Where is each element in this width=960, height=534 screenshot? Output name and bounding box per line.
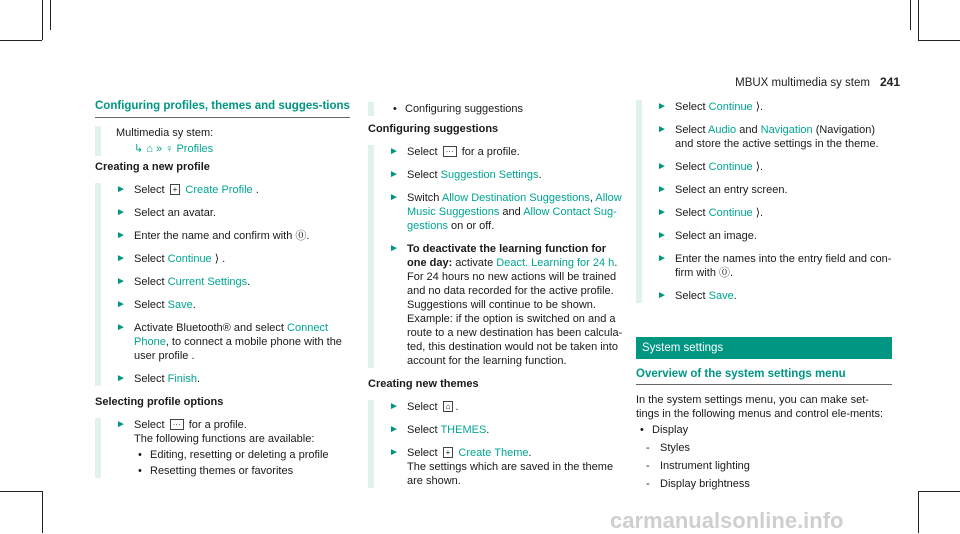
step: ► Select THEMES. [389,424,490,436]
allow-contact-link[interactable]: Allow Contact Sug-gestions [407,206,617,232]
more-icon: ··· [170,419,184,430]
create-theme-link[interactable]: Create Theme [458,447,529,459]
crop-mark [918,40,960,41]
deact-learning-link[interactable]: Deact. Learning for 24 h [496,257,615,269]
arrow-icon: ► [116,230,126,241]
step: ► Select + Create Profile . [116,184,259,196]
system-label: Multimedia sy stem: [116,127,214,139]
section-title: Conﬁguring profiles, themes and sugges-tions [95,100,350,118]
arrow-icon: ► [657,184,667,195]
steps [636,100,892,303]
arrow-icon: ► [116,373,126,384]
section-banner: System settings [636,337,892,359]
page-number: 241 [879,75,900,89]
arrow-icon: ► [657,290,667,301]
current-settings-link[interactable]: Current Settings [167,276,248,288]
step: ► Select ··· for a profile. [389,146,520,158]
chevron-right-icon: ⟩ [755,207,761,219]
step: ► To deactivate the learning function for one day: activate Deact. Learning for 24 h. For 24 hours no new actions will be trained and no data recorded for the active profile. Suggestions will continue to be shown. Example: if the option is switched on and a route to a new destination has been calcula-ted, this destination would not be taken into account for the learning function. [389,243,623,367]
continue-link[interactable]: Continue [708,101,753,113]
finish-link[interactable]: Finish [167,373,197,385]
crop-mark [50,0,51,30]
step: ► Select Continue ⟩. [657,101,764,113]
arrow-icon: ► [389,146,399,157]
chevron-right-icon: ⟩ [755,101,761,113]
subheading: Creating a new profile [95,161,210,173]
step: ► Select Current Settings. [116,276,251,288]
step: ► Select an image. [657,230,757,242]
steps [95,183,350,386]
steps [368,145,623,368]
steps [95,418,350,478]
step: ► Enter the names into the entry field and con-firm with ⓪. [657,253,892,279]
menu-path: ↳ ⌂ » ♀ Profiles [134,143,214,155]
audio-link[interactable]: Audio [708,124,737,136]
arrow-icon: ► [116,207,126,218]
arrow-icon: ► [389,424,399,435]
step: ► Select an avatar. [116,207,216,219]
step: ► Select Finish. [116,373,201,385]
arrow-icon: ► [116,184,126,195]
crop-mark [910,0,911,30]
arrow-icon: ► [657,124,667,135]
arrow-icon: ► [389,401,399,412]
page-header [730,75,900,89]
arrow-icon: ► [389,169,399,180]
chevron-right-icon: ⟩ [214,253,220,265]
list-item: • Resetting themes or favorites [138,464,350,478]
arrow-icon: ► [116,322,126,333]
plus-icon: + [170,184,181,195]
save-link[interactable]: Save [708,290,734,302]
plus-icon: + [443,447,454,458]
create-profile-link[interactable]: Create Profile [185,184,253,196]
chevron-right-icon: ⟩ [755,161,761,173]
subheading: Creating new themes [368,378,479,390]
continue-link[interactable]: Continue [708,161,753,173]
column-left [95,100,350,487]
crop-mark [42,0,43,40]
column-middle [368,100,623,497]
continue-link[interactable]: Continue [167,253,212,265]
save-link[interactable]: Save [167,299,193,311]
arrow-icon: ► [657,253,667,264]
sub-list-item: - Instrument lighting [646,459,892,473]
continue-link[interactable]: Continue [708,207,753,219]
step: ► Select ··· for a profile. The following functions are available: • Editing, resetting or deleting a profile • Resetting themes or favorites [116,418,350,478]
arrow-icon: ► [657,230,667,241]
crop-mark [918,0,919,40]
crop-mark [918,491,960,492]
sub-list-item: - Styles [646,441,892,455]
arrow-icon: ► [389,447,399,458]
crop-mark [918,491,919,533]
content-bar [368,102,623,116]
step: ► Select an entry screen. [657,184,788,196]
allow-destination-link[interactable]: Allow Destination Suggestions [441,192,590,204]
step: ► Select Continue ⟩. [657,161,764,173]
content-bar [95,126,350,156]
arrow-icon: ► [657,101,667,112]
suggestion-settings-link[interactable]: Suggestion Settings [440,169,539,181]
overview-title: Overview of the system settings menu [636,367,892,385]
step: ► Select Save. [657,290,737,302]
list-item: • Configuring suggestions [393,102,623,116]
arrow-icon: ► [116,419,126,430]
more-icon: ··· [443,146,457,157]
arrow-icon: ► [116,253,126,264]
list-item: • Display [640,423,892,437]
themes-link[interactable]: THEMES [440,424,487,436]
step: ► Switch Allow Destination Suggestions, Allow Music Suggestions and Allow Contact Sug-gestions on or off. [389,192,622,232]
subheading: Configuring suggestions [368,123,499,135]
home-icon: ⌂ [443,401,454,412]
arrow-icon: ► [657,207,667,218]
step: ► Select Continue ⟩. [657,207,764,219]
arrow-icon: ► [389,243,399,254]
sub-list-item: - Display brightness [646,477,892,491]
step: ► Select ⌂ . [389,401,459,413]
step: ► Enter the name and confirm with ⓪. [116,230,310,242]
watermark: carmanualsonline.info [610,508,844,533]
list-item: • Editing, resetting or deleting a profile [138,448,350,462]
connect-phone-link[interactable]: Connect Phone [134,322,329,348]
arrow-icon: ► [657,161,667,172]
step: ► Select Audio and Navigation (Navigation) and store the active settings in the theme. [657,124,879,150]
step: ► Select Continue ⟩ . [116,253,226,265]
allow-music-link[interactable]: Allow Music Suggestions [407,192,622,218]
step: ► Activate Bluetooth® and select Connect Phone, to connect a mobile phone with the user profile . [116,322,342,362]
step: ► Select Suggestion Settings. [389,169,542,181]
crop-mark [42,491,43,533]
overview-text: In the system settings menu, you can make set-tings in the following menus and control ele-ments: [636,394,884,420]
crop-mark [0,491,42,492]
column-right [636,100,892,495]
steps [368,400,623,488]
header-title: MBUX multimedia sy stem [735,77,870,89]
step: ► Select + Create Theme. The settings which are saved in the theme are shown. [389,447,614,487]
crop-mark [0,40,42,41]
subheading: Selecting profile options [95,396,224,408]
arrow-icon: ► [116,299,126,310]
navigation-link[interactable]: Navigation [760,124,813,136]
arrow-icon: ► [389,192,399,203]
step: ► Select Save. [116,299,196,311]
arrow-icon: ► [116,276,126,287]
